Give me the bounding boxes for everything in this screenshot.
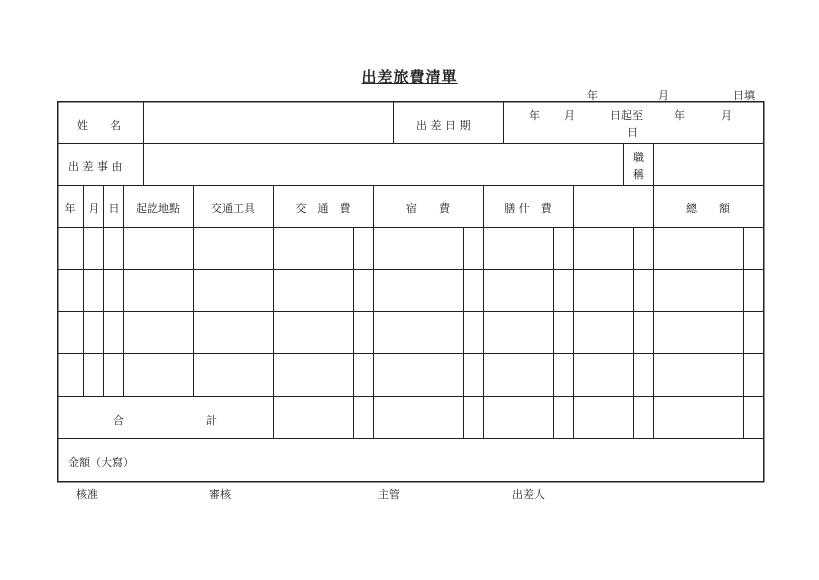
job-title-field[interactable] (656, 146, 761, 183)
col-year-header: 年 (64, 202, 76, 215)
amount-in-words-label: 金額（大寫） (68, 456, 134, 469)
job-title-label-bottom: 稱 (633, 168, 644, 181)
review-signature-label: 審核 (209, 488, 231, 501)
traveler-signature-label: 出差人 (512, 488, 545, 501)
fill-year-label: 年 (587, 89, 598, 102)
col-day-header: 日 (108, 202, 120, 215)
trip-dates-label: 出 差 日 期 (416, 119, 471, 132)
trip-end-month: 月 (721, 109, 732, 122)
fill-day-label: 日填 (733, 89, 755, 102)
trip-end-day: 日 (627, 126, 638, 139)
col-month-header: 月 (88, 202, 100, 215)
amount-in-words-field[interactable] (150, 441, 760, 478)
col-transport-fee-header: 交 通 費 (295, 202, 351, 215)
job-title-label-top: 職 (633, 151, 644, 164)
reason-label: 出 差 事 由 (68, 160, 123, 173)
trip-end-year: 年 (674, 109, 685, 122)
col-lodging-header: 宿 費 (406, 202, 450, 215)
supervisor-signature-label: 主管 (378, 488, 400, 501)
trip-start-month: 月 (564, 109, 575, 122)
form-title: 出差旅費清單 (361, 68, 458, 86)
name-field[interactable] (146, 104, 391, 141)
subtotal-label-left: 合 (113, 414, 124, 427)
col-route-header: 起訖地點 (136, 202, 180, 215)
trip-start-day: 日起至 (610, 109, 643, 122)
trip-start-year: 年 (529, 109, 540, 122)
reason-field[interactable] (146, 146, 621, 183)
fill-month-label: 月 (658, 89, 669, 102)
name-label: 姓 名 (77, 119, 121, 132)
col-total-header: 總 額 (686, 202, 730, 215)
subtotal-label-right: 計 (206, 414, 217, 427)
approve-signature-label: 核准 (76, 488, 98, 501)
col-meals-header: 膳 什 費 (504, 202, 552, 215)
col-transport-tool-header: 交通工具 (211, 202, 255, 215)
